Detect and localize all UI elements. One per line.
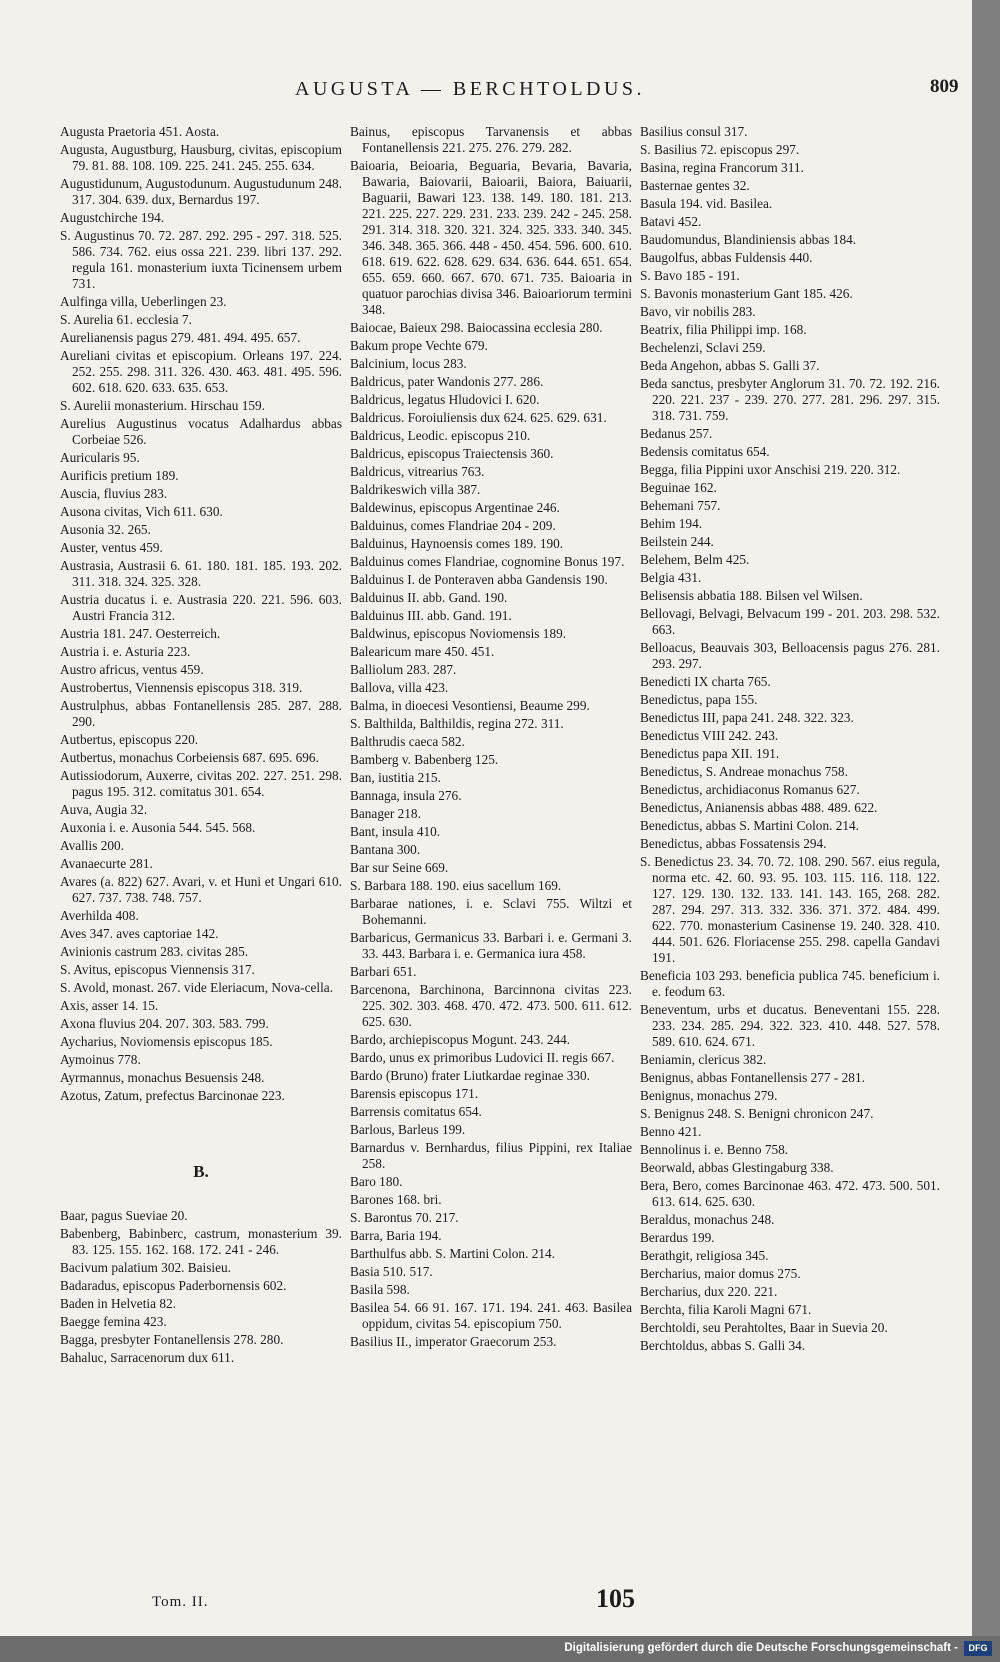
index-entry: Belloacus, Beauvais 303, Belloacensis pagus 276. 281. 293. 297. — [640, 640, 940, 671]
index-entry: Auva, Augia 32. — [60, 802, 148, 817]
index-entry: S. Barbara 188. 190. eius sacellum 169. — [350, 878, 562, 893]
index-entry: Austria ducatus i. e. Austrasia 220. 221. 596. 603. Austri Francia 312. — [60, 592, 342, 623]
index-entry: Barnardus v. Bernhardus, filius Pippini, rex Italiae 258. — [350, 1140, 632, 1171]
index-entry: Axona fluvius 204. 207. 303. 583. 799. — [60, 1016, 269, 1031]
index-entry: Bedensis comitatus 654. — [640, 444, 770, 459]
index-entry: Berardus 199. — [640, 1230, 715, 1245]
index-entry: Barbaricus, Germanicus 33. Barbari i. e. Germani 3. 33. 443. Barbara i. e. Germanica iura 458. — [350, 930, 632, 961]
index-entry: Banager 218. — [350, 806, 421, 821]
index-entry: Baldrikeswich villa 387. — [350, 482, 481, 497]
index-entry: Barthulfus abb. S. Martini Colon. 214. — [350, 1246, 555, 1261]
index-entry: S. Augustinus 70. 72. 287. 292. 295 - 297. 318. 525. 586. 734. 762. eius ossa 221. 239. libri 137. 292. regula 161. monasterium iuxta Ticinensem urbem 731. — [60, 228, 342, 291]
index-entry: Bamberg v. Babenberg 125. — [350, 752, 499, 767]
index-entry: Begga, filia Pippini uxor Anschisi 219. 220. 312. — [640, 462, 901, 477]
digitization-footer — [0, 1636, 1000, 1662]
index-entry: Belgia 431. — [640, 570, 702, 585]
index-entry: Basia 510. 517. — [350, 1264, 433, 1279]
index-entry: Bar sur Seine 669. — [350, 860, 449, 875]
index-entry: Austrulphus, abbas Fontanellensis 285. 287. 288. 290. — [60, 698, 342, 729]
index-entry: Basila 598. — [350, 1282, 410, 1297]
index-entry: Berchtoldus, abbas S. Galli 34. — [640, 1338, 806, 1353]
index-entry: Basilius II., imperator Graecorum 253. — [350, 1334, 557, 1349]
index-entry: S. Aurelii monasterium. Hirschau 159. — [60, 398, 265, 413]
index-entry: Avares (a. 822) 627. Avari, v. et Huni et Ungari 610. 627. 737. 738. 748. 757. — [60, 874, 342, 905]
index-entry: Ausona civitas, Vich 611. 630. — [60, 504, 223, 519]
index-entry: Benno 421. — [640, 1124, 702, 1139]
index-entry: Autbertus, episcopus 220. — [60, 732, 199, 747]
index-entry: Benedictus III, papa 241. 248. 322. 323. — [640, 710, 854, 725]
index-entry: Bant, insula 410. — [350, 824, 441, 839]
index-entry: Avallis 200. — [60, 838, 125, 853]
index-entry: Balcinium, locus 283. — [350, 356, 467, 371]
index-entry: Barbari 651. — [350, 964, 417, 979]
index-entry: Bennolinus i. e. Benno 758. — [640, 1142, 789, 1157]
index-entry: Belehem, Belm 425. — [640, 552, 750, 567]
index-entry: Azotus, Zatum, prefectus Barcinonae 223. — [60, 1088, 285, 1103]
funding-credit: Digitalisierung gefördert durch die Deutsche Forschungsgemeinschaft - — [564, 1642, 958, 1654]
index-entry: Balduinus I. de Ponteraven abba Gandensis 190. — [350, 572, 608, 587]
signature-mark: 105 — [596, 1584, 635, 1613]
index-entry: Averhilda 408. — [60, 908, 139, 923]
index-entry: Beneficia 103 293. beneficia publica 745. beneficium i. e. feodum 63. — [640, 968, 940, 999]
index-entry: Bedanus 257. — [640, 426, 713, 441]
index-entry: Beorwald, abbas Glestingaburg 338. — [640, 1160, 834, 1175]
index-entry: Baldewinus, episcopus Argentinae 246. — [350, 500, 560, 515]
index-entry: Beatrix, filia Philippi imp. 168. — [640, 322, 807, 337]
index-entry: Bardo, unus ex primoribus Ludovici II. regis 667. — [350, 1050, 615, 1065]
index-entry: Augustchirche 194. — [60, 210, 165, 225]
index-entry: Bacivum palatium 302. Baisieu. — [60, 1260, 231, 1275]
dfg-logo: DFG — [964, 1641, 992, 1656]
index-entry: Augustidunum, Augustodunum. Augustudunum 248. 317. 304. 639. dux, Bernardus 197. — [60, 176, 342, 207]
index-entry: Baugolfus, abbas Fuldensis 440. — [640, 250, 813, 265]
index-entry: Aurificis pretium 189. — [60, 468, 179, 483]
index-entry: Beda Angehon, abbas S. Galli 37. — [640, 358, 820, 373]
index-entry: Bainus, episcopus Tarvanensis et abbas Fontanellensis 221. 275. 276. 279. 282. — [350, 124, 632, 155]
index-entry: Barrensis comitatus 654. — [350, 1104, 482, 1119]
volume-label: Tom. II. — [152, 1594, 209, 1610]
column-2-entries — [350, 124, 632, 1350]
index-entry: Bercharius, dux 220. 221. — [640, 1284, 778, 1299]
index-entry: Baegge femina 423. — [60, 1314, 167, 1329]
index-entry: Basilius consul 317. — [640, 124, 748, 139]
index-entry: Benignus, monachus 279. — [640, 1088, 778, 1103]
index-entry: Bercharius, maior domus 275. — [640, 1266, 801, 1281]
index-entry: Beda sanctus, presbyter Anglorum 31. 70. 72. 192. 216. 220. 221. 237 - 239. 270. 277. 281. 296. 297. 315. 318. 731. 759. — [640, 376, 940, 423]
index-entry: Aulfinga villa, Ueberlingen 23. — [60, 294, 227, 309]
index-entry: Benedictus, archidiaconus Romanus 627. — [640, 782, 860, 797]
index-entry: Beraldus, monachus 248. — [640, 1212, 775, 1227]
index-entry: Batavi 452. — [640, 214, 702, 229]
index-entry: Barbarae nationes, i. e. Sclavi 755. Wiltzi et Bohemanni. — [350, 896, 632, 927]
index-entry: S. Benignus 248. S. Benigni chronicon 247. — [640, 1106, 874, 1121]
index-entry: S. Bavo 185 - 191. — [640, 268, 740, 283]
index-entry: Autbertus, monachus Corbeiensis 687. 695. 696. — [60, 750, 319, 765]
index-entry: Balthrudis caeca 582. — [350, 734, 465, 749]
index-entry: Balearicum mare 450. 451. — [350, 644, 495, 659]
index-entry: Bahaluc, Sarracenorum dux 611. — [60, 1350, 235, 1365]
index-entry: Barcenona, Barchinona, Barcinnona civitas 223. 225. 302. 303. 468. 470. 472. 473. 500. 611. 612. 625. 630. — [350, 982, 632, 1029]
index-entry: Berchta, filia Karoli Magni 671. — [640, 1302, 812, 1317]
index-entry: Basina, regina Francorum 311. — [640, 160, 804, 175]
index-entry: Aycharius, Noviomensis episcopus 185. — [60, 1034, 273, 1049]
index-entry: Aureliani civitas et episcopium. Orleans 197. 224. 252. 255. 298. 311. 326. 430. 463. 481. 495. 596. 602. 618. 620. 633. 635. 653. — [60, 348, 342, 395]
index-entry: Badaradus, episcopus Paderbornensis 602. — [60, 1278, 287, 1293]
index-entry: Beguinae 162. — [640, 480, 717, 495]
index-entry: Aurelius Augustinus vocatus Adalhardus abbas Corbeiae 526. — [60, 416, 342, 447]
index-entry: Auster, ventus 459. — [60, 540, 163, 555]
index-entry: Baioaria, Beioaria, Beguaria, Bevaria, Bavaria, Bawaria, Baiovarii, Baioarii, Baiora, Baiuarii, Baguarii, Bawari 123. 138. 149. 180. 181. 213. 221. 225. 227. 229. 231. 233. 239. 242 - 245. 258. 291. 314. 318. 320. 321. 324. 325. 333. 340. 345. 346. 348. 365. 366. 448 - 450. 454. 596. 600. 610. 618. 619. 622. 628. 629. 634. 636. 644. 651. 654. 655. 659. 660. 667. 670. 671. 735. Baioaria in quatuor parochias divisa 346. Baioariorum termini 348. — [350, 158, 632, 317]
index-entry: Benedictus, S. Andreae monachus 758. — [640, 764, 848, 779]
index-entry: Berchtoldi, seu Perahtoltes, Baar in Suevia 20. — [640, 1320, 888, 1335]
index-entry: Benedictus, Anianensis abbas 488. 489. 622. — [640, 800, 878, 815]
index-entry: S. Avold, monast. 267. vide Eleriacum, Nova-cella. — [60, 980, 334, 995]
index-entry: S. Benedictus 23. 34. 70. 72. 108. 290. 567. eius regula, norma etc. 42. 60. 93. 95. 103. 115. 116. 118. 122. 127. 129. 130. 132. 133. 141. 143. 165, 268. 282. 287. 294. 297. 313. 332. 336. 371. 372. 484. 499. 622. 770. monasterium Casinense 19. 240. 328. 410. 444. 501. 626. Floriacense 255. 298. capella Gandavi 191. — [640, 854, 940, 965]
index-entry: Balma, in dioecesi Vesontiensi, Beaume 299. — [350, 698, 590, 713]
index-entry: Baudomundus, Blandiniensis abbas 184. — [640, 232, 857, 247]
index-entry: Baldricus, pater Wandonis 277. 286. — [350, 374, 544, 389]
index-entry: Beneventum, urbs et ducatus. Beneventani 155. 228. 233. 234. 285. 294. 322. 323. 410. 448. 527. 578. 589. 610. 624. 671. — [640, 1002, 940, 1049]
index-entry: Bechelenzi, Sclavi 259. — [640, 340, 766, 355]
index-entry: Benedictus VIII 242. 243. — [640, 728, 779, 743]
page-number: 809 — [930, 76, 959, 97]
index-entry: Baldricus, vitrearius 763. — [350, 464, 485, 479]
index-entry: Benedicti IX charta 765. — [640, 674, 771, 689]
index-entry: Baiocae, Baieux 298. Baiocassina ecclesia 280. — [350, 320, 603, 335]
index-entry: Beilstein 244. — [640, 534, 714, 549]
index-entry: Barensis episcopus 171. — [350, 1086, 479, 1101]
index-entry: S. Aurelia 61. ecclesia 7. — [60, 312, 192, 327]
column-1-b-entries — [60, 1208, 342, 1366]
index-entry: Autissiodorum, Auxerre, civitas 202. 227. 251. 298. pagus 195. 312. comitatus 301. 654. — [60, 768, 342, 799]
index-entry: Ballova, villa 423. — [350, 680, 449, 695]
column-1-a-entries — [60, 124, 342, 1104]
index-entry: Baldricus, episcopus Traiectensis 360. — [350, 446, 554, 461]
index-column-2 — [350, 124, 632, 1622]
index-entry: Baldricus. Foroiuliensis dux 624. 625. 629. 631. — [350, 410, 607, 425]
index-entry: Barlous, Barleus 199. — [350, 1122, 466, 1137]
index-entry: S. Barontus 70. 217. — [350, 1210, 459, 1225]
index-entry: Benedictus, papa 155. — [640, 692, 758, 707]
index-entry: S. Balthilda, Balthildis, regina 272. 311. — [350, 716, 564, 731]
index-entry: Baldwinus, episcopus Noviomensis 189. — [350, 626, 567, 641]
index-entry: Avinionis castrum 283. civitas 285. — [60, 944, 249, 959]
index-entry: Auxonia i. e. Ausonia 544. 545. 568. — [60, 820, 256, 835]
index-entry: Baldricus, legatus Hludovici I. 620. — [350, 392, 540, 407]
index-entry: Austrasia, Austrasii 6. 61. 180. 181. 185. 193. 202. 311. 318. 324. 325. 328. — [60, 558, 342, 589]
page-header — [0, 78, 972, 108]
index-entry: Baden in Helvetia 82. — [60, 1296, 176, 1311]
index-entry: Austro africus, ventus 459. — [60, 662, 204, 677]
index-entry: Bavo, vir nobilis 283. — [640, 304, 756, 319]
index-entry: Benedictus papa XII. 191. — [640, 746, 780, 761]
index-entry: Balduinus, Haynoensis comes 189. 190. — [350, 536, 564, 551]
index-entry: Basternae gentes 32. — [640, 178, 750, 193]
index-entry: Balduinus III. abb. Gand. 191. — [350, 608, 512, 623]
index-entry: Berathgit, religiosa 345. — [640, 1248, 769, 1263]
index-entry: Ayrmannus, monachus Besuensis 248. — [60, 1070, 265, 1085]
index-entry: Bakum prope Vechte 679. — [350, 338, 488, 353]
index-entry: Bardo, archiepiscopus Mogunt. 243. 244. — [350, 1032, 571, 1047]
index-entry: Aurelianensis pagus 279. 481. 494. 495. 657. — [60, 330, 301, 345]
index-entry: Balduinus, comes Flandriae 204 - 209. — [350, 518, 556, 533]
index-entry: Bera, Bero, comes Barcinonae 463. 472. 473. 500. 501. 613. 614. 625. 630. — [640, 1178, 940, 1209]
index-entry: Balduinus II. abb. Gand. 190. — [350, 590, 508, 605]
index-column-1 — [60, 124, 342, 1622]
index-entry: Benedictus, abbas Fossatensis 294. — [640, 836, 827, 851]
index-entry: Belisensis abbatia 188. Bilsen vel Wilsen. — [640, 588, 863, 603]
index-column-3 — [640, 124, 940, 1544]
index-entry: Aymoinus 778. — [60, 1052, 141, 1067]
index-entry: Barra, Baria 194. — [350, 1228, 442, 1243]
index-entry: Bantana 300. — [350, 842, 421, 857]
index-entry: Beniamin, clericus 382. — [640, 1052, 767, 1067]
column-3-entries — [640, 124, 940, 1354]
index-entry: Bellovagi, Belvagi, Belvacum 199 - 201. 203. 298. 532. 663. — [640, 606, 940, 637]
index-entry: Auricularis 95. — [60, 450, 140, 465]
index-entry: Bagga, presbyter Fontanellensis 278. 280. — [60, 1332, 284, 1347]
index-entry: Augusta, Augustburg, Hausburg, civitas, episcopium 79. 81. 88. 108. 109. 225. 241. 245. 255. 634. — [60, 142, 342, 173]
index-entry: Ausonia 32. 265. — [60, 522, 151, 537]
index-entry: Baldricus, Leodic. episcopus 210. — [350, 428, 531, 443]
index-entry: Basula 194. vid. Basilea. — [640, 196, 773, 211]
index-entry: S. Basilius 72. episcopus 297. — [640, 142, 800, 157]
index-entry: Benedictus, abbas S. Martini Colon. 214. — [640, 818, 860, 833]
index-entry: S. Bavonis monasterium Gant 185. 426. — [640, 286, 853, 301]
index-entry: Aves 347. aves captoriae 142. — [60, 926, 219, 941]
index-entry: Austrobertus, Viennensis episcopus 318. 319. — [60, 680, 303, 695]
index-entry: Axis, asser 14. 15. — [60, 998, 159, 1013]
index-entry: Barones 168. bri. — [350, 1192, 442, 1207]
index-entry: Avanaecurte 281. — [60, 856, 153, 871]
index-entry: Benignus, abbas Fontanellensis 277 - 281. — [640, 1070, 865, 1085]
index-entry: Balduinus comes Flandriae, cognomine Bonus 197. — [350, 554, 625, 569]
index-entry: Babenberg, Babinberc, castrum, monasterium 39. 83. 125. 155. 162. 168. 172. 241 - 246. — [60, 1226, 342, 1257]
index-entry: S. Avitus, episcopus Viennensis 317. — [60, 962, 255, 977]
index-entry: Auscia, fluvius 283. — [60, 486, 168, 501]
index-entry: Baro 180. — [350, 1174, 403, 1189]
index-entry: Bannaga, insula 276. — [350, 788, 462, 803]
index-entry: Austria 181. 247. Oesterreich. — [60, 626, 221, 641]
index-entry: Austria i. e. Asturia 223. — [60, 644, 191, 659]
running-title: AUGUSTA — BERCHTOLDUS. — [295, 78, 646, 100]
section-letter-b: B. — [193, 1162, 209, 1181]
index-entry: Bardo (Bruno) frater Liutkardae reginae 330. — [350, 1068, 590, 1083]
index-entry: Ban, iustitia 215. — [350, 770, 441, 785]
index-entry: Basilea 54. 66 91. 167. 171. 194. 241. 463. Basilea oppidum, civitas 54. episcopium 750. — [350, 1300, 632, 1331]
index-entry: Augusta Praetoria 451. Aosta. — [60, 124, 220, 139]
index-entry: Baar, pagus Sueviae 20. — [60, 1208, 188, 1223]
index-entry: Behim 194. — [640, 516, 703, 531]
index-entry: Balliolum 283. 287. — [350, 662, 457, 677]
index-entry: Behemani 757. — [640, 498, 721, 513]
